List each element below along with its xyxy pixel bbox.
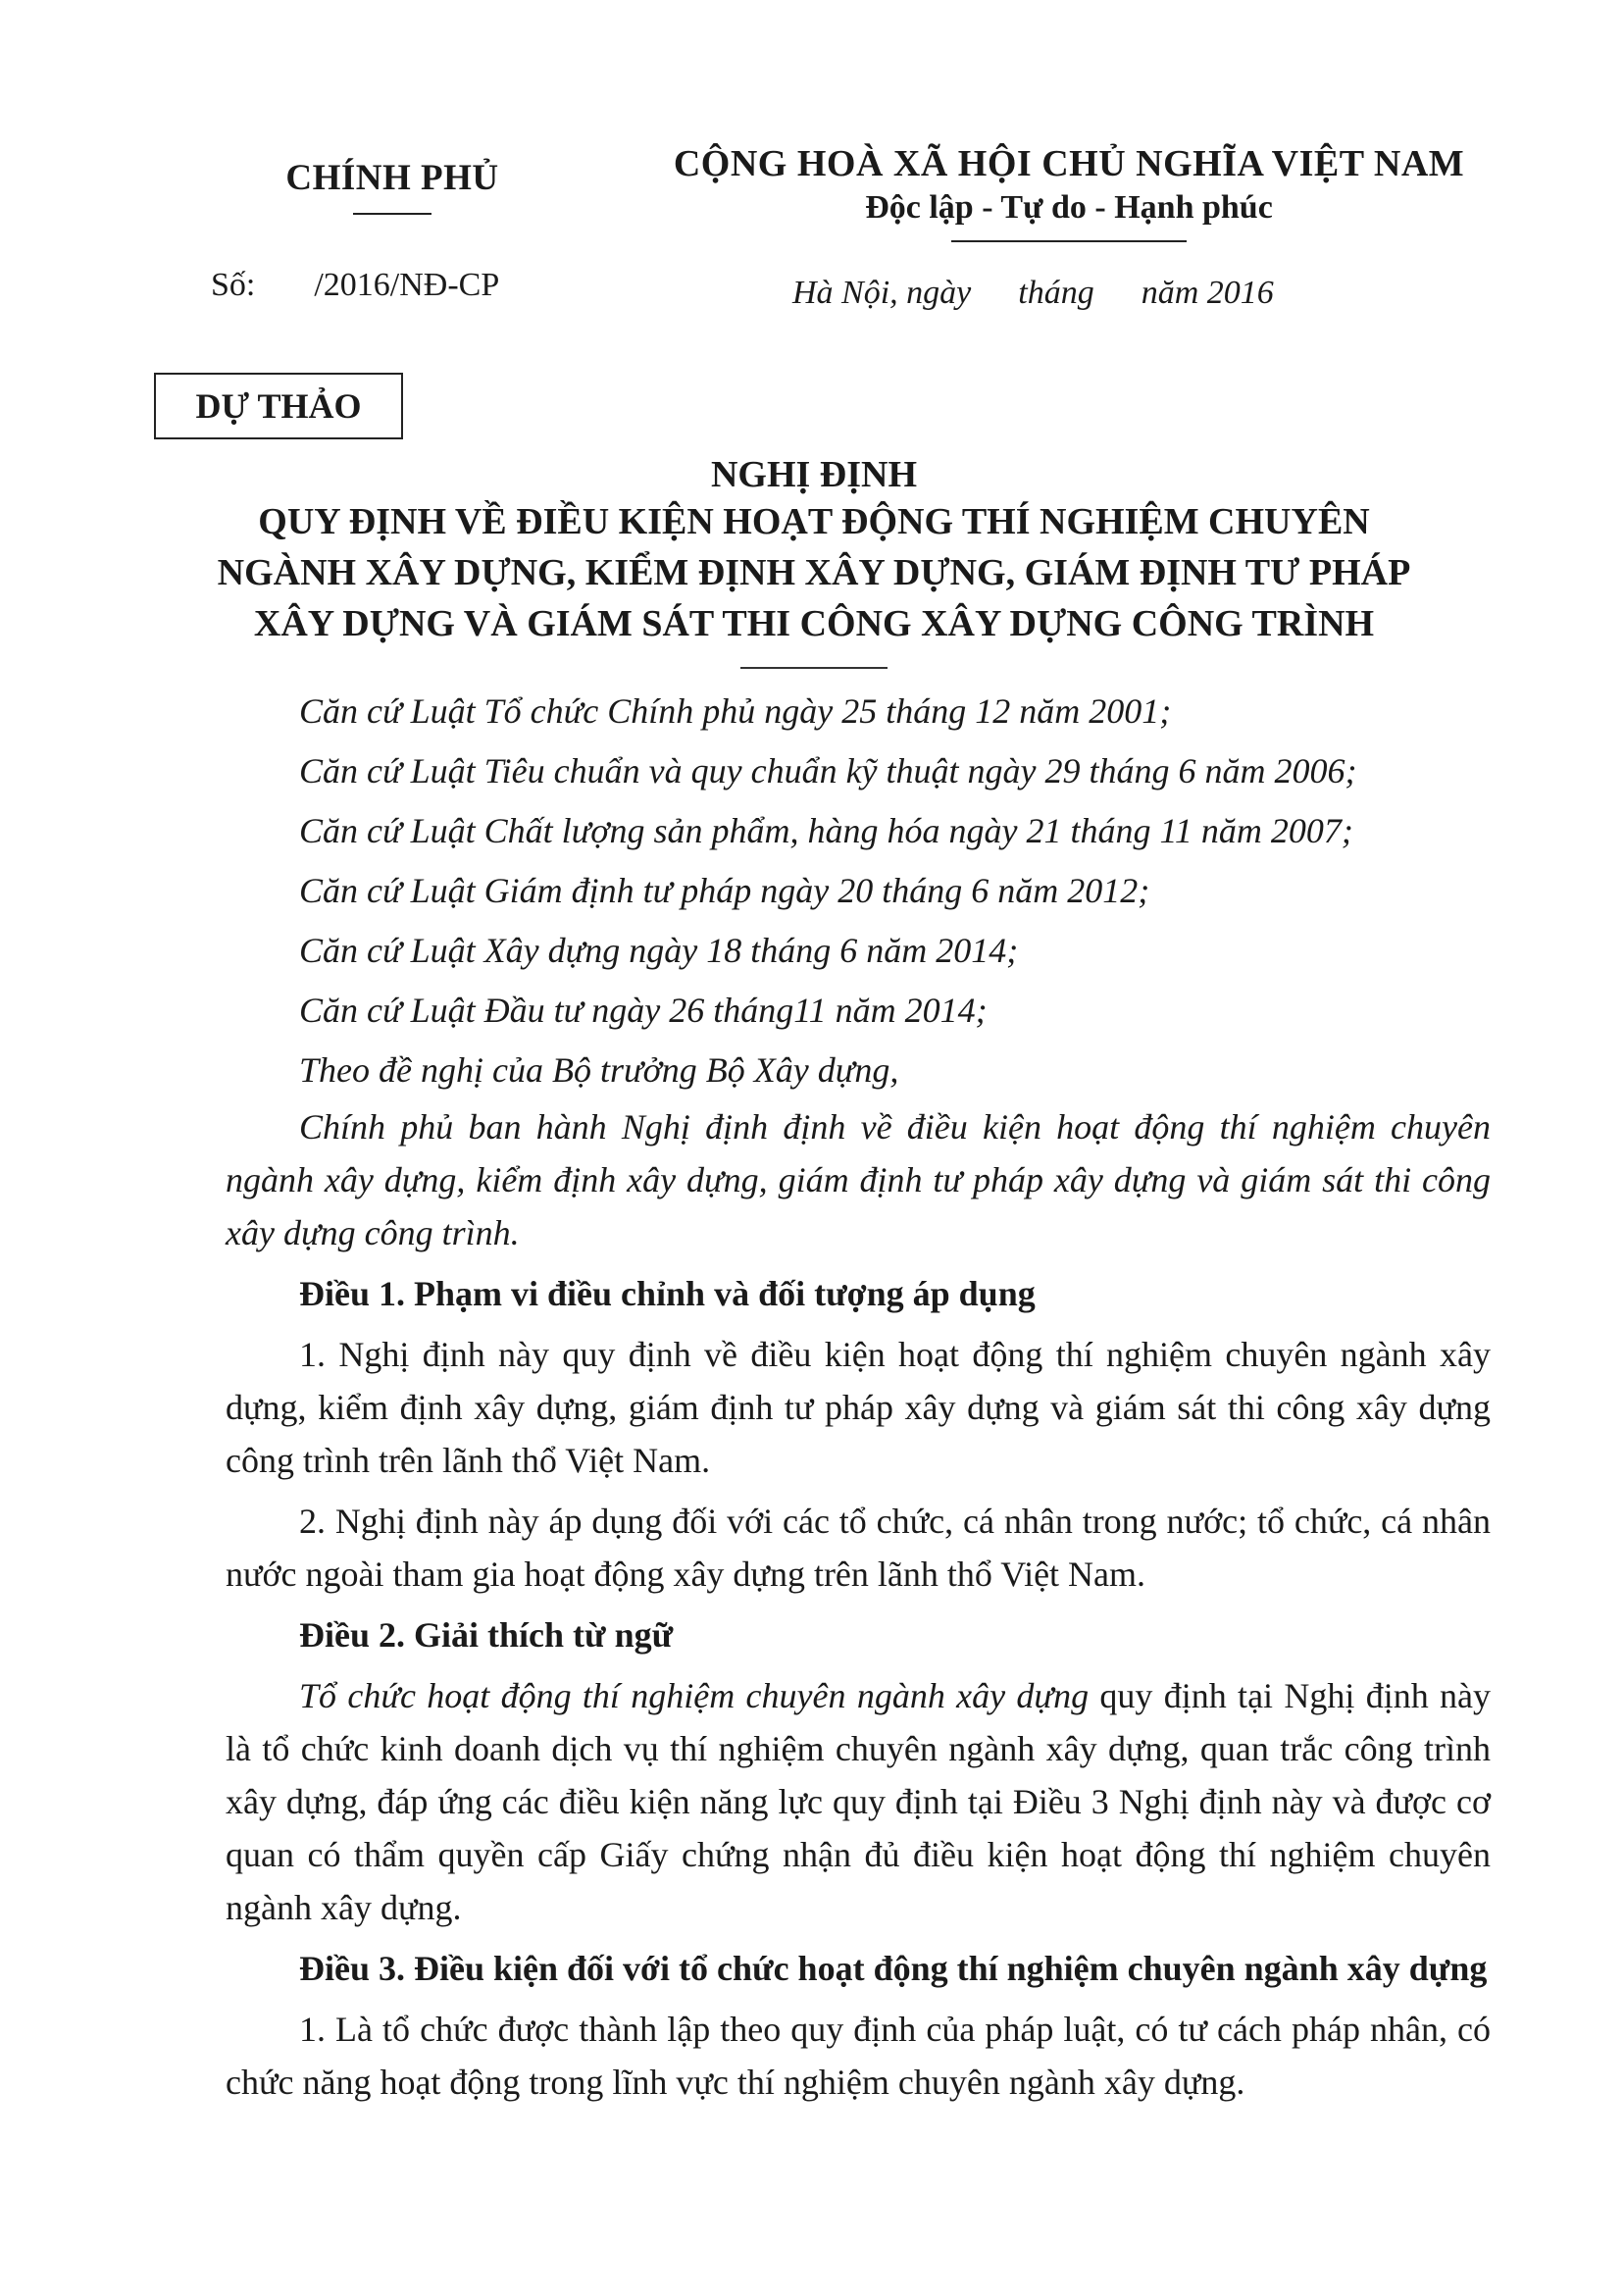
draft-label: DỰ THẢO [154, 373, 403, 439]
issuing-agency: CHÍNH PHỦ [285, 158, 499, 198]
proposal-line: Theo đề nghị của Bộ trưởng Bộ Xây dựng, [299, 1050, 899, 1090]
article-3-paragraph-1: 1. Là tổ chức được thành lập theo quy định của pháp luật, có tư cách pháp nhân, có chức năng hoạt động trong lĩnh vực thí nghiệm chuyên ngành xây dựng. [226, 2010, 1491, 2102]
document-title-block [157, 453, 1471, 669]
title-line: QUY ĐỊNH VỀ ĐIỀU KIỆN HOẠT ĐỘNG THÍ NGHIỆM CHUYÊN [258, 501, 1370, 542]
number-prefix: Số: [211, 267, 256, 303]
document-number [211, 267, 499, 304]
legal-basis-item: Căn cứ Luật Xây dựng ngày 18 tháng 6 năm 2014; [299, 931, 1019, 970]
legal-basis-item: Căn cứ Luật Tiêu chuẩn và quy chuẩn kỹ thuật ngày 29 tháng 6 năm 2006; [299, 751, 1357, 790]
national-motto: Độc lập - Tự do - Hạnh phúc [865, 189, 1273, 226]
date-month: tháng [1018, 275, 1094, 311]
legal-basis-item: Căn cứ Luật Giám định tư pháp ngày 20 tháng 6 năm 2012; [299, 871, 1150, 910]
document-body [226, 682, 1491, 2109]
document-type: NGHỊ ĐỊNH [710, 454, 918, 495]
national-header-block [647, 142, 1491, 242]
national-title: CỘNG HOÀ XÃ HỘI CHỦ NGHĨA VIỆT NAM [673, 143, 1465, 184]
title-line: NGÀNH XÂY DỰNG, KIỂM ĐỊNH XÂY DỰNG, GIÁM ĐỊNH TƯ PHÁP [217, 552, 1411, 593]
article-3-heading: Điều 3. Điều kiện đối với tổ chức hoạt động thí nghiệm chuyên ngành xây dựng [299, 1949, 1488, 1988]
article-1-paragraph-1: 1. Nghị định này quy định về điều kiện hoạt động thí nghiệm chuyên ngành xây dựng, kiểm định xây dựng, giám định tư pháp xây dựng và giám sát thi công xây dựng công trình trên lãnh thổ Việt Nam. [226, 1335, 1491, 1480]
enactment-clause: Chính phủ ban hành Nghị định định về điều kiện hoạt động thí nghiệm chuyên ngành xây dựng, kiểm định xây dựng, giám định tư pháp xây dựng và giám sát thi công xây dựng công trình. [226, 1107, 1491, 1252]
motto-underline [951, 240, 1187, 242]
title-underline [740, 667, 888, 669]
article-1-paragraph-2: 2. Nghị định này áp dụng đối với các tổ chức, cá nhân trong nước; tổ chức, cá nhân nước ngoài tham gia hoạt động xây dựng trên lãnh thổ Việt Nam. [226, 1502, 1491, 1594]
place-date [792, 275, 1274, 312]
term-definition: quy định tại Nghị định này là tổ chức kinh doanh dịch vụ thí nghiệm chuyên ngành xây dựng, quan trắc công trình xây dựng, đáp ứng các điều kiện năng lực quy định tại Điều 3 Nghị định này và được cơ quan có thẩm quyền cấp Giấy chứng nhận đủ điều kiện hoạt động thí nghiệm chuyên ngành xây dựng. [226, 1676, 1492, 1927]
title-line: XÂY DỰNG VÀ GIÁM SÁT THI CÔNG XÂY DỰNG CÔNG TRÌNH [253, 603, 1375, 644]
place-day: Hà Nội, ngày [792, 275, 972, 311]
legal-basis-item: Căn cứ Luật Đầu tư ngày 26 tháng11 năm 2014; [299, 991, 988, 1030]
issuing-agency-block [186, 157, 598, 215]
defined-term: Tổ chức hoạt động thí nghiệm chuyên ngành xây dựng [299, 1676, 1090, 1715]
number-value: /2016/NĐ-CP [314, 267, 500, 303]
article-1-heading: Điều 1. Phạm vi điều chỉnh và đối tượng áp dụng [299, 1274, 1036, 1313]
legal-basis-item: Căn cứ Luật Tổ chức Chính phủ ngày 25 tháng 12 năm 2001; [299, 691, 1172, 731]
legal-basis-item: Căn cứ Luật Chất lượng sản phẩm, hàng hóa ngày 21 tháng 11 năm 2007; [299, 811, 1353, 850]
article-2-heading: Điều 2. Giải thích từ ngữ [299, 1615, 674, 1655]
article-2-paragraph [226, 1669, 1491, 1934]
agency-underline [353, 213, 431, 215]
date-year: năm 2016 [1141, 275, 1274, 311]
